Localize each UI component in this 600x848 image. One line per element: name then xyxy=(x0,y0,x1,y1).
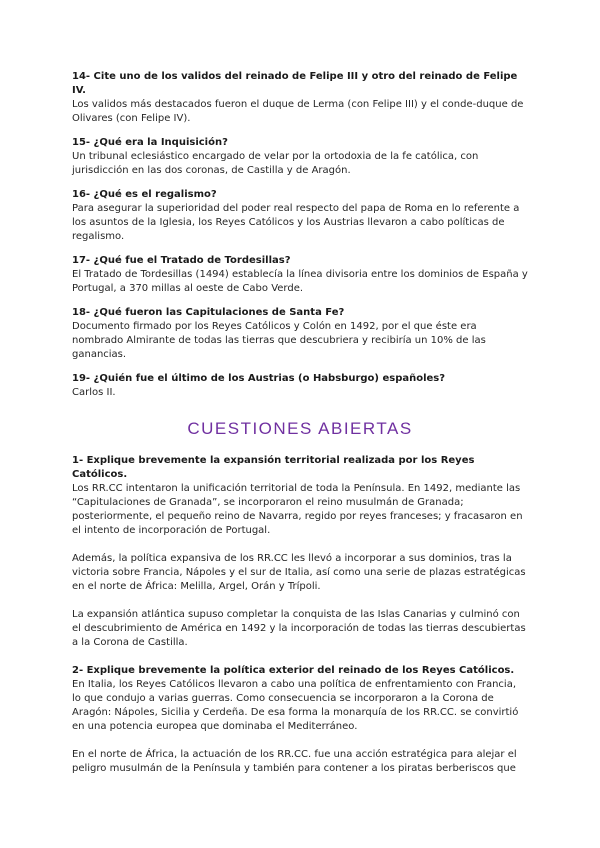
short-questions-section xyxy=(72,70,528,400)
answer-text: Carlos II. xyxy=(72,387,116,398)
question-text: 19- ¿Quién fue el último de los Austrias (o Habsburgo) españoles? xyxy=(72,373,446,384)
qa-item-18 xyxy=(72,306,528,362)
answer-paragraph: Los RR.CC intentaron la unificación territorial de toda la Península. En 1492, mediante las “Capitulaciones de Granada”, se incorporaron el reino musulmán de Granada; posteriormente, el pequeño reino de Navarra, regido por reyes franceses; y fracasaron en el intento de incorporación de Portugal. xyxy=(72,483,523,536)
question-text: 14- Cite uno de los validos del reinado de Felipe III y otro del reinado de Felipe IV. xyxy=(72,71,518,96)
qa-item-19 xyxy=(72,372,528,400)
question-text: 17- ¿Qué fue el Tratado de Tordesillas? xyxy=(72,255,291,266)
qa-item-16 xyxy=(72,188,528,244)
open-question-1 xyxy=(72,454,528,650)
qa-item-17 xyxy=(72,254,528,296)
answer-text: Los validos más destacados fueron el duque de Lerma (con Felipe III) y el conde-duque de Olivares (con Felipe IV). xyxy=(72,99,524,124)
qa-item-15 xyxy=(72,136,528,178)
question-text: 2- Explique brevemente la política exterior del reinado de los Reyes Católicos. xyxy=(72,665,515,676)
open-question-2 xyxy=(72,664,528,776)
question-text: 18- ¿Qué fueron las Capitulaciones de Santa Fe? xyxy=(72,307,345,318)
answer-text: Para asegurar la superioridad del poder real respecto del papa de Roma en lo referente a los asuntos de la Iglesia, los Reyes Católicos y los Austrias llevaron a cabo políticas de regalismo. xyxy=(72,203,520,242)
answer-paragraph: En Italia, los Reyes Católicos llevaron a cabo una política de enfrentamiento con Francia, lo que condujo a varias guerras. Como consecuencia se incorporaron a la Corona de Aragón: Nápoles, Sicilia y Cerdeña. De esa forma la monarquía de los RR.CC. se convirtió en una potencia europea que dominaba el Mediterráneo. xyxy=(72,679,519,732)
question-text: 16- ¿Qué es el regalismo? xyxy=(72,189,217,200)
answer-paragraph: En el norte de África, la actuación de los RR.CC. fue una acción estratégica para alejar el peligro musulmán de la Península y también para contener a los piratas berberiscos que xyxy=(72,749,517,774)
answer-paragraph: La expansión atlántica supuso completar la conquista de las Islas Canarias y culminó con el descubrimiento de América en 1492 y la incorporación de todas las tierras descubiertas a la Corona de Castilla. xyxy=(72,609,526,648)
section-title: CUESTIONES ABIERTAS xyxy=(187,419,413,438)
qa-item-14 xyxy=(72,70,528,126)
answer-text: El Tratado de Tordesillas (1494) establecía la línea divisoria entre los dominios de España y Portugal, a 370 millas al oeste de Cabo Verde. xyxy=(72,269,528,294)
open-questions-section xyxy=(72,454,528,776)
answer-text: Un tribunal eclesiástico encargado de velar por la ortodoxia de la fe católica, con jurisdicción en las dos coronas, de Castilla y de Aragón. xyxy=(72,151,479,176)
answer-paragraph: Además, la política expansiva de los RR.CC les llevó a incorporar a sus dominios, tras la victoria sobre Francia, Nápoles y el sur de Italia, así como una serie de plazas estratégicas en el norte de África: Melilla, Argel, Orán y Trípoli. xyxy=(72,553,526,592)
question-text: 15- ¿Qué era la Inquisición? xyxy=(72,137,228,148)
answer-text: Documento firmado por los Reyes Católicos y Colón en 1492, por el que éste era nombrado Almirante de todas las tierras que descubriera y recibiría un 10% de las ganancias. xyxy=(72,321,486,360)
question-text: 1- Explique brevemente la expansión territorial realizada por los Reyes Católicos. xyxy=(72,455,475,480)
